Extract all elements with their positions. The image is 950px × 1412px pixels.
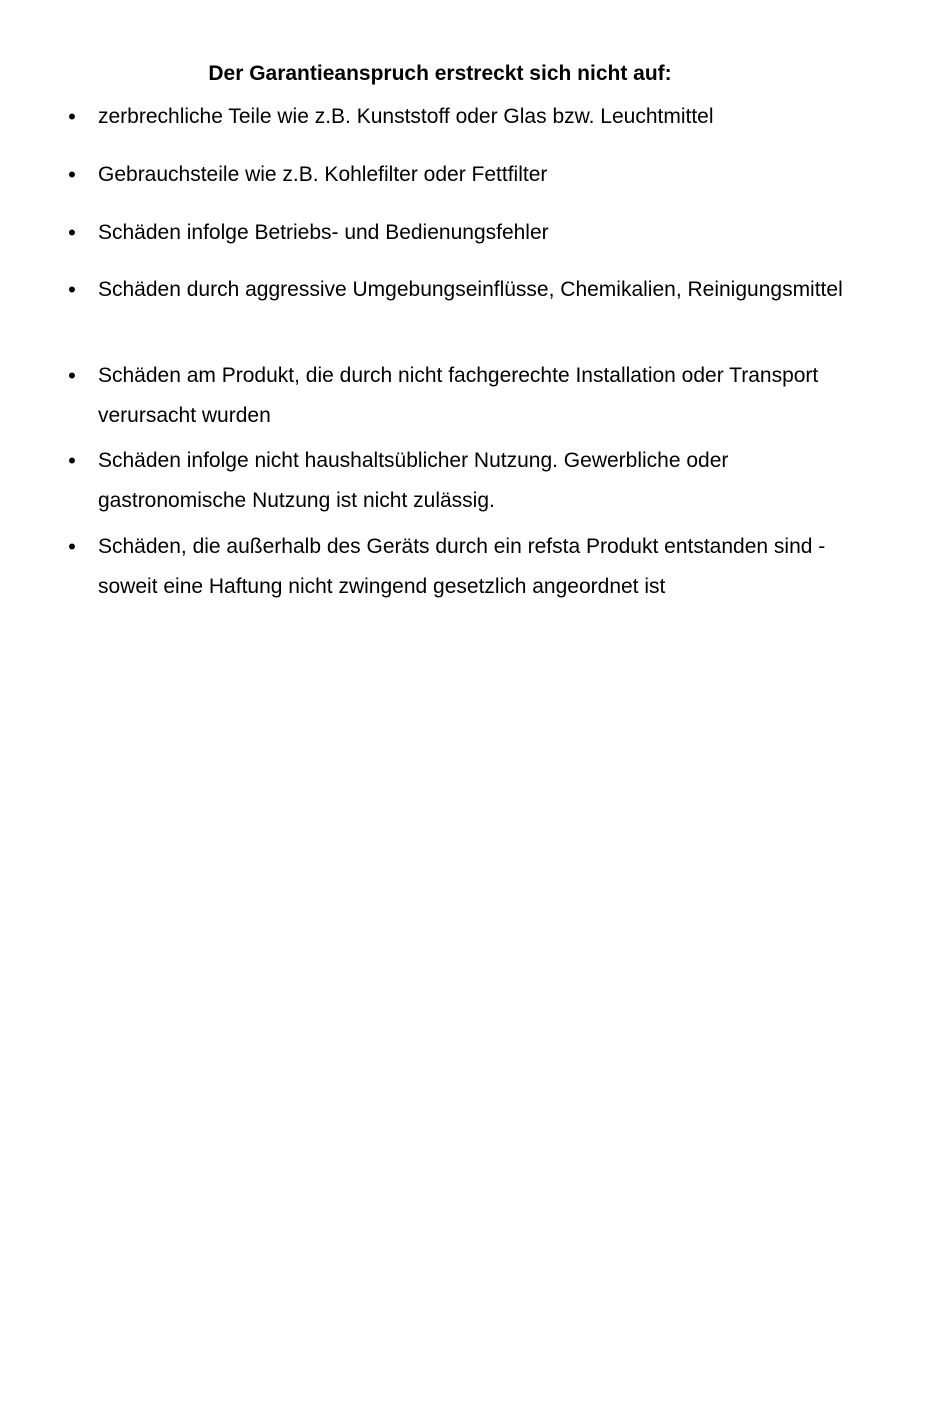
bullet-icon: • (68, 448, 76, 473)
list-item-text: Schäden, die außerhalb des Geräts durch ein refsta Produkt entstanden sind - soweit eine Haftung nicht zwingend gesetzlich angeordnet ist (98, 535, 826, 598)
list-item-text: Gebrauchsteile wie z.B. Kohlefilter oder Fettfilter (98, 163, 548, 186)
list-item-text: Schäden durch aggressive Umgebungseinflüsse, Chemikalien, Reinigungsmittel (98, 278, 843, 301)
bullet-icon: • (68, 220, 76, 245)
bullet-icon: • (68, 534, 76, 559)
list-item-text: Schäden am Produkt, die durch nicht fachgerechte Installation oder Transport verursacht wurden (98, 364, 819, 427)
warranty-exclusions-heading: Der Garantieanspruch erstreckt sich nicht auf: (208, 62, 672, 85)
bullet-icon: • (68, 363, 76, 388)
list-item-text: zerbrechliche Teile wie z.B. Kunststoff oder Glas bzw. Leuchtmittel (98, 105, 714, 128)
bullet-icon: • (68, 104, 76, 129)
list-item-text: Schäden infolge nicht haushaltsüblicher Nutzung. Gewerbliche oder gastronomische Nutzung ist nicht zulässig. (98, 449, 729, 512)
list-item-text: Schäden infolge Betriebs- und Bedienungsfehler (98, 221, 549, 244)
bullet-icon: • (68, 277, 76, 302)
bullet-icon: • (68, 162, 76, 187)
